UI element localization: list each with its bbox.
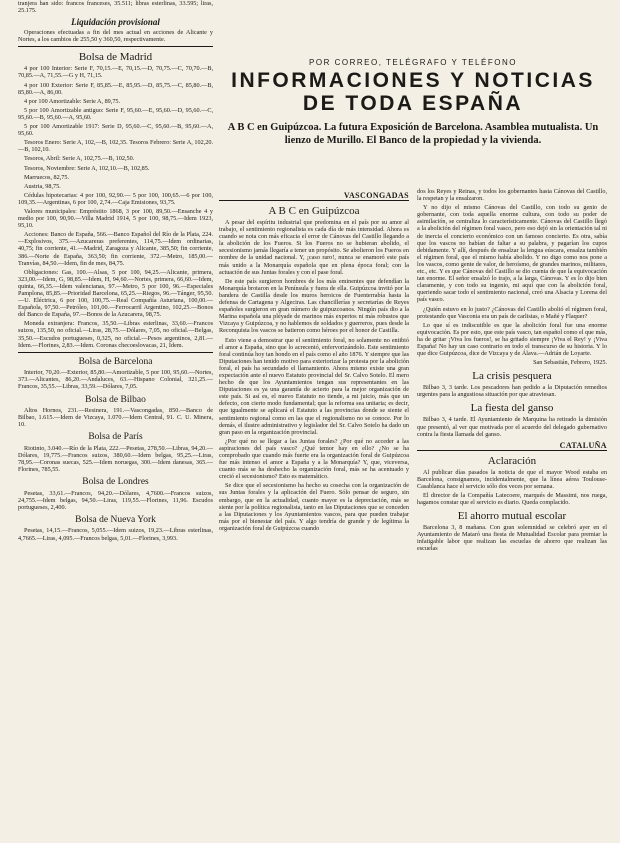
article-column-middle [219,188,409,843]
article-title-aclaracion: Aclaración [487,454,537,467]
paragraph: Interior, 70,20.—Exterior, 85,80.—Amortizable, 5 por 100, 95,60.—Nortes, 373.—Alicantes, 86,20.—Andaluces, 63.—Hispano Colonial, 321,25.—Francos, 35,55.—Libras, 33,59.—Dólares, 7,05. [18,369,213,391]
dateline: San Sebastián, Febrero, 1925. [533,359,607,367]
article-title-fiesta-ganso: La fiesta del ganso [470,402,554,415]
paragraph: Al publicar días pasados la noticia de que el mayor Wood estaba en Barcelona, consignamos, incidentalmente, que la línea aérea Toulouse-Casablanca hace el servicio sólo dos veces por semana. [417,468,607,490]
paragraph: Tesoros Enero: Serie A, 102,—B, 102,35. Tesoros Febrero: Serie A, 102,20.—B, 102,10. [18,139,213,154]
paragraph: Lo que sí es indiscutible es que la abolición foral fue una enorme equivocación. Es por esto, que este país vasco, tan español como el que más, ha de gritar ¡Viva los fueros!, se ha gritado siempre ¡Viva el Rey! y ¡Viva España! No hay un caso contrario en todo el transcurso de su historia. Y lo que dice Guipúzcoa, dice de Vizcaya y de Álava.—Adrián de Loyarte. [417,321,607,358]
divider [18,352,213,353]
paragraph: Acciones: Banco de España, 566.—Banco Español del Río de la Plata, 224.—Explosivos, 375.—Azucareras preferentes, 114,75.—Idem ordinarias, 40,75; fin corriente, 41.—Madrid, Zaragoza y Alicante, 385,50; fin corriente, 386.—Norte de España, 363,50; fin corriente, 372.—Metro, 185,00.—Tranvías, 84,50.—Idem, fin de mes, 84,75. [18,231,213,267]
article-title-crisis-pesquera: La crisis pesquera [472,370,552,383]
paragraph: Tesoros, Abril: Serie A, 102,75.—B, 102,50. [24,155,135,163]
paragraph: Se dice que el secesionismo ha hecho su cosecha con la organización de sus Juntas forales y la aplicación del Fuero. Sólo pensar de seguro, sin embargo, que en la actualidad, cuanto mayor es la depreciación, más se siente por la política regionalista, tanto en las Diputaciones que se conceden a las Diputaciones y los Ayuntamientos vascos, para que pueden trabajar más por el bienestar del país. Y algo tendría de grande y de legítima la organización foral de Guipúzcoa cuando [219,482,409,532]
heading-liquidacion: Liquidación provisional [71,17,160,28]
heading-bolsa-nueva-york: Bolsa de Nueva York [75,514,156,525]
paragraph: Y no dijo el mismo Cánovas del Castillo, con todo su genio de gobernante, con toda aquella enorme cultura, con todo su poder de asimilación, se centraliza lo característicamente. Cánovas del Castillo llegó a la abolición del régimen foral vasco, pero eso dejó sin la orientación tal ni de inercia el concierto económico con un famoso concierto. Es otra, sabía que los vascos no habían de faltar a su palabra, y pagarían los cupos debidamente. Y allí, después de ensalzar la lengua eúscara, ensalza también el régimen foral, que el mismo había abolido. Y no digo como nos pone a los vascos, como gente de valor, de heroísmo, de grandes marinos, militares, etc., etc. Y es que Cánovas del Castillo se dio cuenta de que la equivocación tan enorme. El señor ensalzó lo trajo, a la larga, Cánovas. Y es lo dijo bien claramente, y con todo su ingenio, mi aquí que con la abolición foral, queriendo sacar todo el sentimiento nacional, creó una Alsacia y Lorena del país vasco. [417,204,607,304]
paragraph: Marruecos, 82,75. [24,173,70,181]
paragraph: Pesetas, 14,15.—Francos, 5,055.—Idem suizos, 19,23.—Libras esterlinas, 4,7665.—Liras, 4,095.—Francos belgas, 5,01.—Florines, 3,993. [18,527,213,542]
paragraph: Operaciones efectuadas a fin del mes actual en acciones de Alicante y Nortes, a los cambios de 255,50 y 360,50, respectivamente. [18,29,213,44]
paragraph: ¿Por qué no se llegar a las Juntas forales? ¿Por qué no acceder a las aspiraciones del país vasco? ¿Qué temor hay en ello? ¿No se ha comprobado que cuando más fuerte era la organización foral de Guipúzcoa fue más intenso el amor a España y a la Monarquía? Y, que, viceversa, cuanto más se ha deshecho la organización foral, más se ha acentuado y creció el secesionismo? Esto es matemático. [219,437,409,481]
paragraph: Moneda extranjera: Francos, 35,50.—Libras esterlinas, 33,60.—Francos suizos, 135,50, no oficial.—Liras, 28,75.—Dólares, 7,05, no oficial.—Belgas, 35,50.—Escudos portugueses, 0,325, no oficial.—Pesos argentinos, 2,81.—Idem.—Florines, 2,83.—Idem. Coronas checoeslovacas, 21, Ídem. [18,320,213,349]
heading-bolsa-madrid: Bolsa de Madrid [78,51,153,64]
paragraph: 5 por 100 Amortizable antiguo: Serie F, 95,60.—E, 95,60.—D, 95,60.—C, 95,60.—B, 95,60.—A, 95,60. [18,106,213,121]
paragraph: Tesoros, Noviembre: Serie A, 102,10.—B, 102,85. [24,164,150,172]
paragraph: De este país surgieron hombres de los más eminentes que defendían la Monarquía brotaron en la Península y fuera de ella. Guipúzcoa invitó por la bandera de Castilla desde los muros heroicos de Fuenterrabía hasta la defensa de Cartagena y Algeciras. Las chancillerías y secretarías de Reyes españoles surgieron en gran número de guipuzcoanos. Ningún país dio a la Marina española una pléyade de marinos más expertos ni más robustos que Vizcaya y Guipúzcoa, y no hablemos de soldados y guerreros, pues desde la Reconquista los vascos se batieron como héroes por el honor de Castilla. [219,277,409,335]
paragraph: 4 por 100 Amortizable: Serie A, 89,75. [24,97,121,105]
paragraph: Bilbao 3, 4 tarde. El Ayuntamiento de Marquina ha retirado la dimisión que presentó, al ver que motivada por el acuerdo del delegado gubernativo contra la fiesta llamada del ganso. [417,416,607,438]
heading-bolsa-barcelona: Bolsa de Barcelona [78,356,153,367]
paragraph: 4 por 100 Exterior: Serie F, 85,85.—E, 85,95.—D, 85,75.—C, 85,80.—B, 85,80.—A, 86,00. [18,81,213,96]
paragraph: Cédulas hipotecarias: 4 por 100, 92,90.— 5 por 100, 100,65.—6 por 100, 109,35.—Argentinas, 6 por 100, 2,74.—Caja Emisiones, 93,75. [18,191,213,206]
paragraph: El director de la Compañía Latecoere, marqués de Massimi, nos ruega, hagamos constar que el servicio es diario. Queda complacido. [417,492,607,507]
main-title-line-1: INFORMACIONES Y NOTICIAS [231,69,595,92]
paragraph: Austria, 98,75. [24,182,61,190]
paragraph: Barcelona 3, 8 mañana. Con gran solemnidad se celebró ayer en el Ayuntamiento de Mataró una fiesta de Mutualidad Escolar para premiar la infatigable labor que realizan las escuelas de ahorro que realizan las escuelas [417,524,607,553]
main-title-line-2: DE TODA ESPAÑA [302,92,524,115]
paragraph: Pesetas, 33,61.—Francos, 94,20.—Dólares, 4,7600.—Francos suizos, 24,755.—Idem belgas, 94,50.—Liras, 119,55.—Florines, 11,96. Escudos portugueses, 2,400. [18,489,213,511]
section-label-cataluna: CATALUÑA [417,441,607,451]
article-title-abc-guipuzcoa: A B C en Guipúzcoa [268,205,360,217]
headline-deck: A B C en Guipúzcoa. La futura Exposición de Barcelona. Asamblea mutualista. Un lienzo de Murillo. El Banco de la propiedad y la vivienda. [227,122,599,146]
section-label-vascongadas: VASCONGADAS [219,191,409,201]
paragraph: Bilbao 3, 3 tarde. Los pescadores han pedido a la Diputación remedios urgentes para la angustiosa situación por que atraviesan. [417,384,607,399]
heading-bolsa-paris: Bolsa de París [88,432,143,443]
section-header [219,58,607,147]
paragraph: dos los Reyes y Reinas, y todos los gobernantes hasta Cánovas del Castillo, la respetan y la ensalzaron. [417,188,607,203]
supra-heading: POR CORREO, TELÉGRAFO Y TELÉFONO [309,58,517,67]
financial-column [18,0,213,843]
article-title-ahorro-mutual: El ahorro mutual escolar [457,510,567,523]
paragraph: Valores municipales: Empréstito 1868, 3 por 100, 89,50.—Ensanche 4 y medio por 100, 90,90.—Villa Madrid 1914, 5 por 100, 98,75.—Idem 1923, 95,10. [18,207,213,230]
paragraph: A pesar del espíritu industrial que predomina en el país por su amor al trabajo, el sentimiento regionalista es cada día de más intensidad. Ahora es cuando se nota con más eficacia el error de Cánovas del Castillo llegando a la abolición de los Fueros. Si los Fueros no se hubieran abolido, el secesionismo jamás llegaría a tener un propósito. Se abolieron los Fueros en nombre de la unidad nacional. Y, ¡caso raro!, nunca se enamoró este país más unido a la Monarquía española que en plena época foral; con la actuación de sus Juntas forales y con el pase foral. [219,219,409,276]
paragraph: Obligaciones: Gas, 100.—Alsas, 5 por 100, 94,25.—Alicante, primera, 323,00.—Idem, G, 98,85.—Idem, H, 94,60.—Nortes, primera, 66,60.—Idem, quinta, 66,35.—Idem valencianas, 97.—Metro, 5 por 100, 96.—Especiales Pamplona, 85,85.—Prioridad Barcelona, 65,25.—Riegos, 96.—Tánger, 95,50.—U. Eléctrica, 6 por 100, 100,75.—Real Compañía Asturiana, 100,00.—Española, 97,50.—Petróleo, 101,00.—Ferrocarril Argentino, 102,25.—Bonos del Banco de España, 97.—Bonos de la Azucarera, 98,75. [18,268,213,319]
article-column-right [417,188,607,843]
paragraph: 5 por 100 Amortizable 1917: Serie D, 95,60.—C, 95,60.—B, 95,60.—A, 95,60. [18,123,213,138]
heading-bolsa-bilbao: Bolsa de Bilbao [85,394,146,405]
divider [18,46,213,47]
paragraph: tranjera han sido: francos franceses, 35.511; libras esterlinas, 33.595; liras, 25.175. [18,0,213,15]
paragraph: Riotinto, 3.040.—Río de la Plata, 222.—Pesetas, 278,50.—Libras, 94,20.—Dólares, 19,775.—Francos suizos, 380,60.—Idem belgas, 95,25.—Liras, 78,95.—Coronas suecas, 525.—Idem noruegas, 300.—Idem danesas, 365.—Florines, 785,55. [18,444,213,474]
paragraph: Esto viene a demostrar que el sentimiento foral, no solamente no entibió el amor a España, sino que lo acrecentó, enfervorizándolo. Este sentimiento foral continúa hoy tan hondo en el país como el año 1876. Y siempre que las Diputaciones han tenido motivo para exteriorizar la protesta por la abolición foral, el país ha secundado el llamamiento. Ahora mismo existe una gran expectación ante el nuevo Estatuto provincial del Sr. Calvo Sotelo. El mero hecho de que los Ayuntamientos tengan sus representantes en las Diputaciones es ya una garantía de acierto para la mejor organización de este país. Si así es, el nuevo Estatuto no tiende, a mi juicio, más que un defecto, con cierto modo fundamental; que la reforma sea unitaria; es decir, que igualmente se aplicará el Estatuto a las provincias donde se siente el sentimiento regional como en las que el regionalismo no se conoce. Por lo demás, el ilustre administrativo y legislador del Sr. Calvo Sotelo ha dado un gran paso en la organización provincial. [219,336,409,436]
paragraph: ¿Quién estuvo en lo justo? ¿Cánovas del Castillo abolió el régimen foral, protestando que Vasconia era un país de carlistas, o Mañé y Flaquer? [417,305,607,320]
heading-bolsa-londres: Bolsa de Londres [82,477,149,488]
paragraph: 4 por 100 Interior: Serie F, 70,15.—E, 70,15.—D, 70,75.—C, 70,70.—B, 70,85.—A, 71,55.—G y H, 71,15. [18,65,213,80]
paragraph: Altos Hornos, 231.—Resinera, 191.—Vascongadas, 850.—Banco de Bilbao, 1.615.—Idem de Vizcaya, 1.070.—Idem Central, 91. C. U. Minera, 10. [18,407,213,429]
